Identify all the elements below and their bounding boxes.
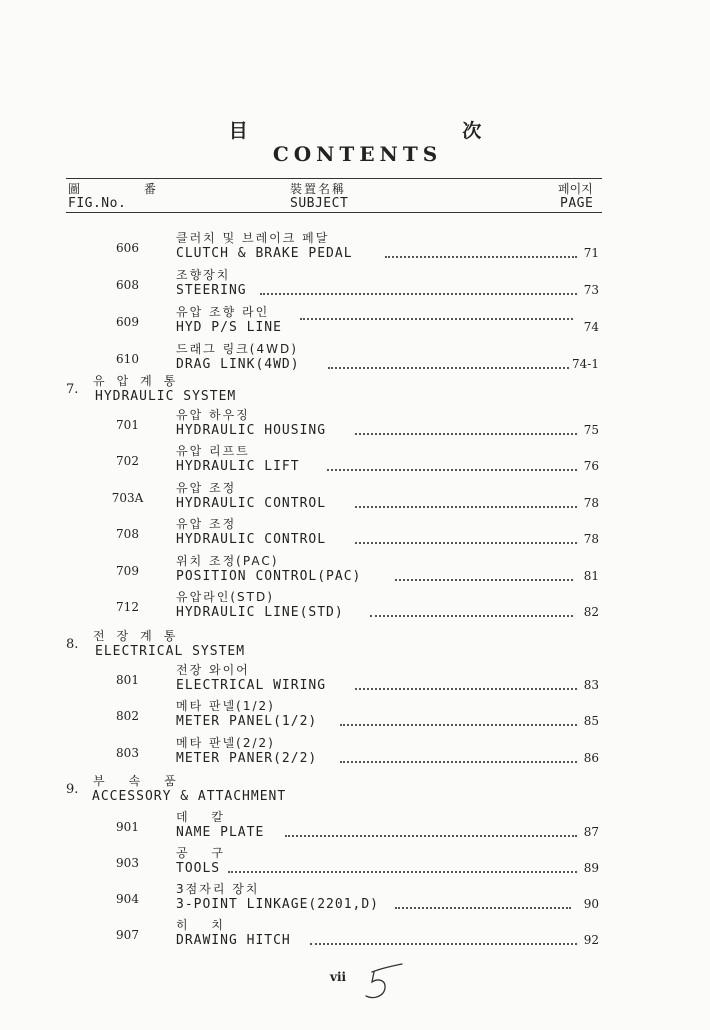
dot-leader — [395, 907, 571, 909]
entry-title: HYDRAULIC CONTROL — [176, 532, 327, 547]
dot-leader — [370, 615, 573, 617]
page-number: 86 — [583, 751, 599, 765]
fig-number: 609 — [116, 315, 139, 329]
page-number: 75 — [583, 423, 599, 437]
dot-leader — [260, 293, 577, 295]
fig-number: 610 — [116, 352, 139, 366]
fig-number: 703A — [111, 491, 144, 505]
toc-entry-709[interactable] — [100, 554, 605, 590]
toc-entry-702[interactable] — [100, 444, 605, 480]
entry-title: DRAWING HITCH — [176, 933, 291, 948]
dot-leader — [340, 761, 577, 763]
footer-page-number: vii — [330, 970, 347, 984]
entry-title: NAME PLATE — [176, 825, 265, 840]
fig-number: 702 — [116, 454, 139, 468]
dot-leader — [340, 724, 577, 726]
entry-title: STEERING — [176, 283, 247, 298]
toc-entry-712[interactable] — [100, 590, 605, 626]
entry-title-korean: 유압 조정 — [176, 517, 237, 531]
entry-title-korean: 유압라인(STD) — [176, 590, 274, 604]
entry-title-korean: 유압 리프트 — [176, 444, 250, 458]
fig-number: 907 — [116, 928, 139, 942]
entry-title: POSITION CONTROL(PAC) — [176, 569, 362, 584]
page-number: 89 — [583, 861, 599, 875]
entry-title-korean: 클러치 및 브레이크 페달 — [176, 231, 330, 245]
entry-title-korean: 3점자리 장치 — [176, 882, 260, 896]
entry-title: METER PANEL(1/2) — [176, 714, 318, 729]
fig-number: 606 — [116, 241, 139, 255]
fig-number: 708 — [116, 527, 139, 541]
header-bottom-rule — [66, 212, 602, 213]
dot-leader — [228, 871, 577, 873]
fig-number: 903 — [116, 856, 139, 870]
page-number: 81 — [583, 569, 599, 583]
page-number: 74 — [583, 320, 599, 334]
dot-leader — [355, 542, 577, 544]
page-number: 78 — [583, 532, 599, 546]
entry-title-korean: 메타 판넬(1/2) — [176, 699, 275, 713]
section-title: HYDRAULIC SYSTEM — [95, 389, 237, 404]
toc-entry-803[interactable] — [100, 736, 605, 772]
entry-title-korean: 공 구 — [176, 846, 233, 860]
page-number: 92 — [583, 933, 599, 947]
toc-entry-703a[interactable] — [100, 481, 605, 517]
page-number: 87 — [583, 825, 599, 839]
toc-entry-708[interactable] — [100, 517, 605, 553]
page-number: 82 — [583, 605, 599, 619]
entry-title: METER PANER(2/2) — [176, 751, 318, 766]
entry-title-korean: 유압 조정 — [176, 481, 237, 495]
fig-number: 608 — [116, 278, 139, 292]
dot-leader — [300, 318, 573, 320]
entry-title-korean: 드래그 링크(4WD) — [176, 342, 298, 356]
fig-header-korean: 圖 番 — [68, 182, 186, 196]
subject-header: SUBJECT — [290, 196, 349, 211]
entry-title-korean: 조향장치 — [176, 268, 231, 282]
fig-number: 803 — [116, 746, 139, 760]
toc-entry-606[interactable] — [100, 231, 605, 267]
page-header-korean: 페이지 — [558, 182, 593, 196]
entry-title-korean: 데 칼 — [176, 810, 233, 824]
entry-title: TOOLS — [176, 861, 221, 876]
contents-title-korean: 目 次 — [228, 120, 586, 142]
toc-entry-801[interactable] — [100, 663, 605, 699]
entry-title-korean: 위치 조정(PAC) — [176, 554, 279, 568]
toc-entry-609[interactable] — [100, 305, 605, 341]
entry-title: 3-POINT LINKAGE(2201,D) — [176, 897, 380, 912]
dot-leader — [355, 506, 577, 508]
section-title-korean: 유압계통 — [93, 374, 188, 388]
entry-title: HYDRAULIC HOUSING — [176, 423, 327, 438]
page-header: PAGE — [560, 196, 594, 211]
entry-title: HYDRAULIC LIFT — [176, 459, 300, 474]
dot-leader — [327, 469, 577, 471]
fig-number: 801 — [116, 673, 139, 687]
page-number: 73 — [583, 283, 599, 297]
section-number: 8. — [66, 637, 79, 652]
entry-title: DRAG LINK(4WD) — [176, 357, 300, 372]
fig-number: 904 — [116, 892, 139, 906]
entry-title: HYDRAULIC CONTROL — [176, 496, 327, 511]
toc-entry-802[interactable] — [100, 699, 605, 735]
fig-number: 712 — [116, 600, 139, 614]
dot-leader — [395, 579, 573, 581]
entry-title: CLUTCH & BRAKE PEDAL — [176, 246, 353, 261]
fig-number: 802 — [116, 709, 139, 723]
entry-title-korean: 유압 하우징 — [176, 408, 250, 422]
dot-leader — [355, 433, 577, 435]
entry-title-korean: 메타 판넬(2/2) — [176, 736, 275, 750]
toc-entry-701[interactable] — [100, 408, 605, 444]
entry-title: ELECTRICAL WIRING — [176, 678, 327, 693]
dot-leader — [285, 835, 577, 837]
dot-leader — [385, 256, 577, 258]
page-number: 76 — [583, 459, 599, 473]
page-number: 83 — [583, 678, 599, 692]
toc-entry-901[interactable] — [100, 810, 605, 846]
entry-title-korean: 전장 와이어 — [176, 663, 250, 677]
page-number: 90 — [583, 897, 599, 911]
section-title-korean: 전장계통 — [93, 629, 188, 643]
handwritten-mark-icon — [360, 958, 410, 1004]
toc-entry-904[interactable] — [100, 882, 605, 918]
subject-header-korean: 裝置名稱 — [290, 182, 347, 196]
fig-number: 701 — [116, 418, 139, 432]
contents-title: CONTENTS — [272, 142, 443, 166]
fig-header: FIG.No. — [68, 196, 127, 211]
page-number: 85 — [583, 714, 599, 728]
section-title: ELECTRICAL SYSTEM — [95, 644, 246, 659]
toc-entry-907[interactable] — [100, 918, 605, 954]
header-top-rule — [66, 178, 602, 179]
toc-entry-903[interactable] — [100, 846, 605, 882]
entry-title-korean: 유압 조향 라인 — [176, 305, 270, 319]
entry-title: HYD P/S LINE — [176, 320, 282, 335]
fig-number: 901 — [116, 820, 139, 834]
section-title: ACCESSORY & ATTACHMENT — [92, 789, 287, 804]
section-title-korean: 부속품 — [93, 774, 200, 788]
dot-leader — [328, 367, 569, 369]
page-number: 78 — [583, 496, 599, 510]
fig-number: 709 — [116, 564, 139, 578]
page-number: 74-1 — [572, 357, 599, 371]
entry-title: HYDRAULIC LINE(STD) — [176, 605, 344, 620]
toc-entry-608[interactable] — [100, 268, 605, 304]
page-number: 71 — [583, 246, 599, 260]
dot-leader — [310, 943, 577, 945]
dot-leader — [355, 688, 577, 690]
entry-title-korean: 히 치 — [176, 918, 233, 932]
section-number: 7. — [66, 382, 79, 397]
section-number: 9. — [66, 782, 79, 797]
